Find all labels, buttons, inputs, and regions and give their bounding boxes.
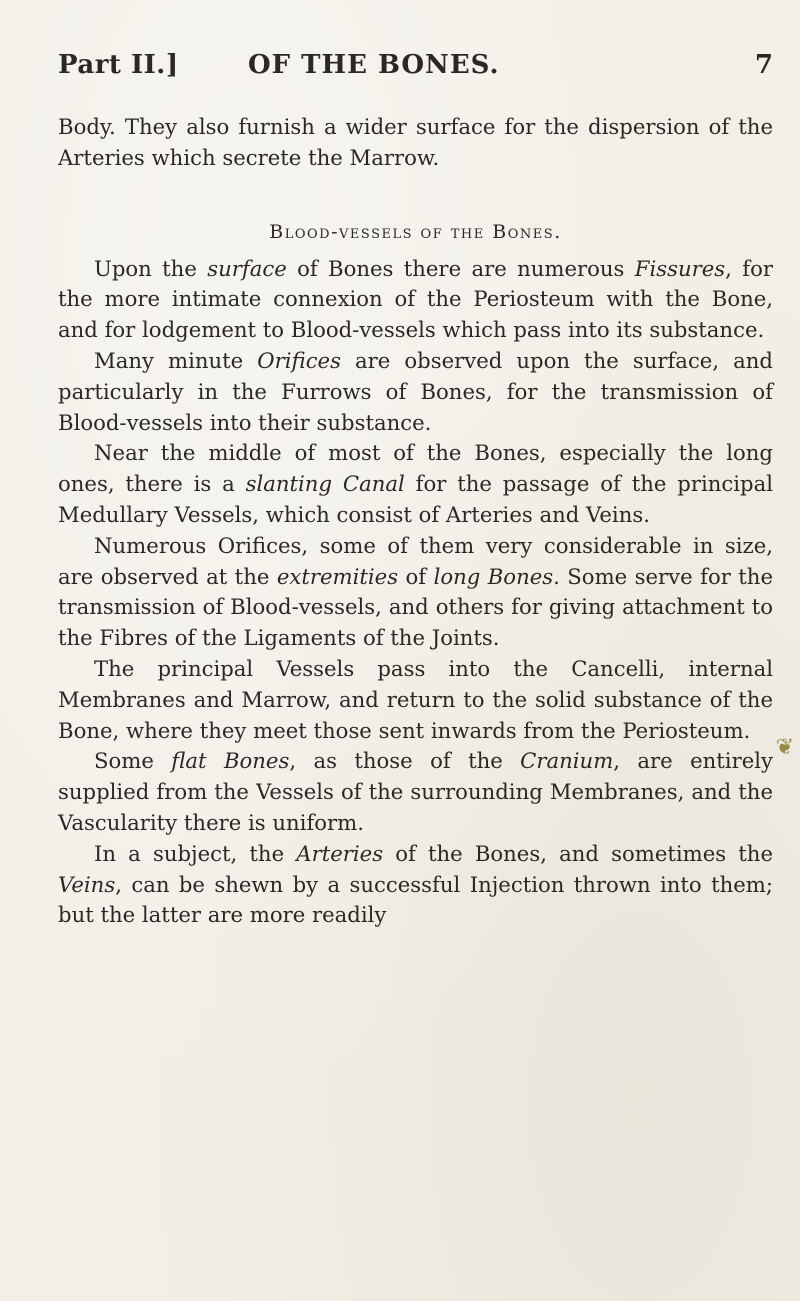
italic-term: Orifices: [257, 347, 341, 373]
lead-paragraph: Body. They also furnish a wider surface for the dispersion of the Arteries which secrete the Marrow.: [58, 114, 773, 170]
text-segment: , can be shewn by a successful Injection thrown into them; but the latter are more readily: [58, 871, 773, 928]
text-segment: In a subject, the: [94, 840, 297, 866]
paragraph-cancelli: [58, 654, 773, 746]
part-label: Part II.]: [58, 50, 179, 80]
italic-term: flat Bones: [171, 748, 290, 774]
text-segment: , as those of the: [289, 748, 521, 774]
italic-term: Fissures: [634, 255, 726, 281]
page-number: 7: [754, 50, 773, 80]
italic-term: slanting Canal: [245, 471, 405, 497]
text-segment: Some serve for the transmission of Blood-vessels, and others for giving attachment to the Fibres of the Ligaments of the Joints.: [58, 563, 773, 651]
text-segment: , for the more intimate connexion of the Periosteum with the Bone, and for lodgement to Blood-vessels which pass into its substance.: [58, 255, 773, 343]
text-segment: of the Bones, and sometimes the: [383, 840, 773, 866]
section-heading: Blood-vessels of the Bones.: [269, 220, 562, 243]
text-segment: of: [398, 563, 434, 589]
margin-ink-mark: ❦: [775, 735, 794, 760]
running-head: [58, 50, 773, 90]
text-segment: The principal Vessels pass into the Cancelli, internal Membranes and Marrow, and return to the solid substance of the Bone, where they meet those sent inwards from the Periosteum.: [58, 655, 773, 743]
italic-term: Arteries: [296, 840, 384, 866]
paragraph-flat-bones: [58, 746, 773, 838]
paragraph-canal: [58, 438, 773, 530]
text-segment: , are entirely supplied from the Vessels of the surrounding Membranes, and the Vascularity there is uniform.: [58, 748, 773, 835]
italic-term: Veins: [58, 871, 116, 897]
paragraph-injection: [58, 839, 773, 931]
italic-term: surface: [207, 255, 287, 281]
text-segment: of Bones there are numerous: [286, 255, 635, 281]
text-segment: for the passage of the principal Medullary Vessels, which consist of Arteries and Veins.: [58, 471, 773, 527]
text-segment: are observed upon the surface, and particularly in the Furrows of Bones, for the transmission of Blood-vessels into their substance.: [58, 347, 773, 435]
text-segment: Numerous Orifices, some of them very considerable in size, are observed at the: [58, 532, 773, 589]
italic-term: Cranium: [520, 748, 614, 774]
chapter-title: OF THE BONES.: [248, 50, 500, 80]
italic-term: long Bones.: [433, 563, 560, 589]
paragraph-fissures: [58, 254, 773, 346]
text-segment: Many minute: [94, 347, 258, 373]
body-text: [58, 112, 773, 931]
text-segment: Near the middle of most of the Bones, especially the long ones, there is a: [58, 440, 773, 497]
text-segment: Some: [94, 748, 172, 774]
paragraph-extremities: [58, 531, 773, 654]
paragraph-orifices: [58, 346, 773, 438]
text-segment: Upon the: [94, 255, 208, 281]
italic-term: extremities: [276, 563, 399, 589]
